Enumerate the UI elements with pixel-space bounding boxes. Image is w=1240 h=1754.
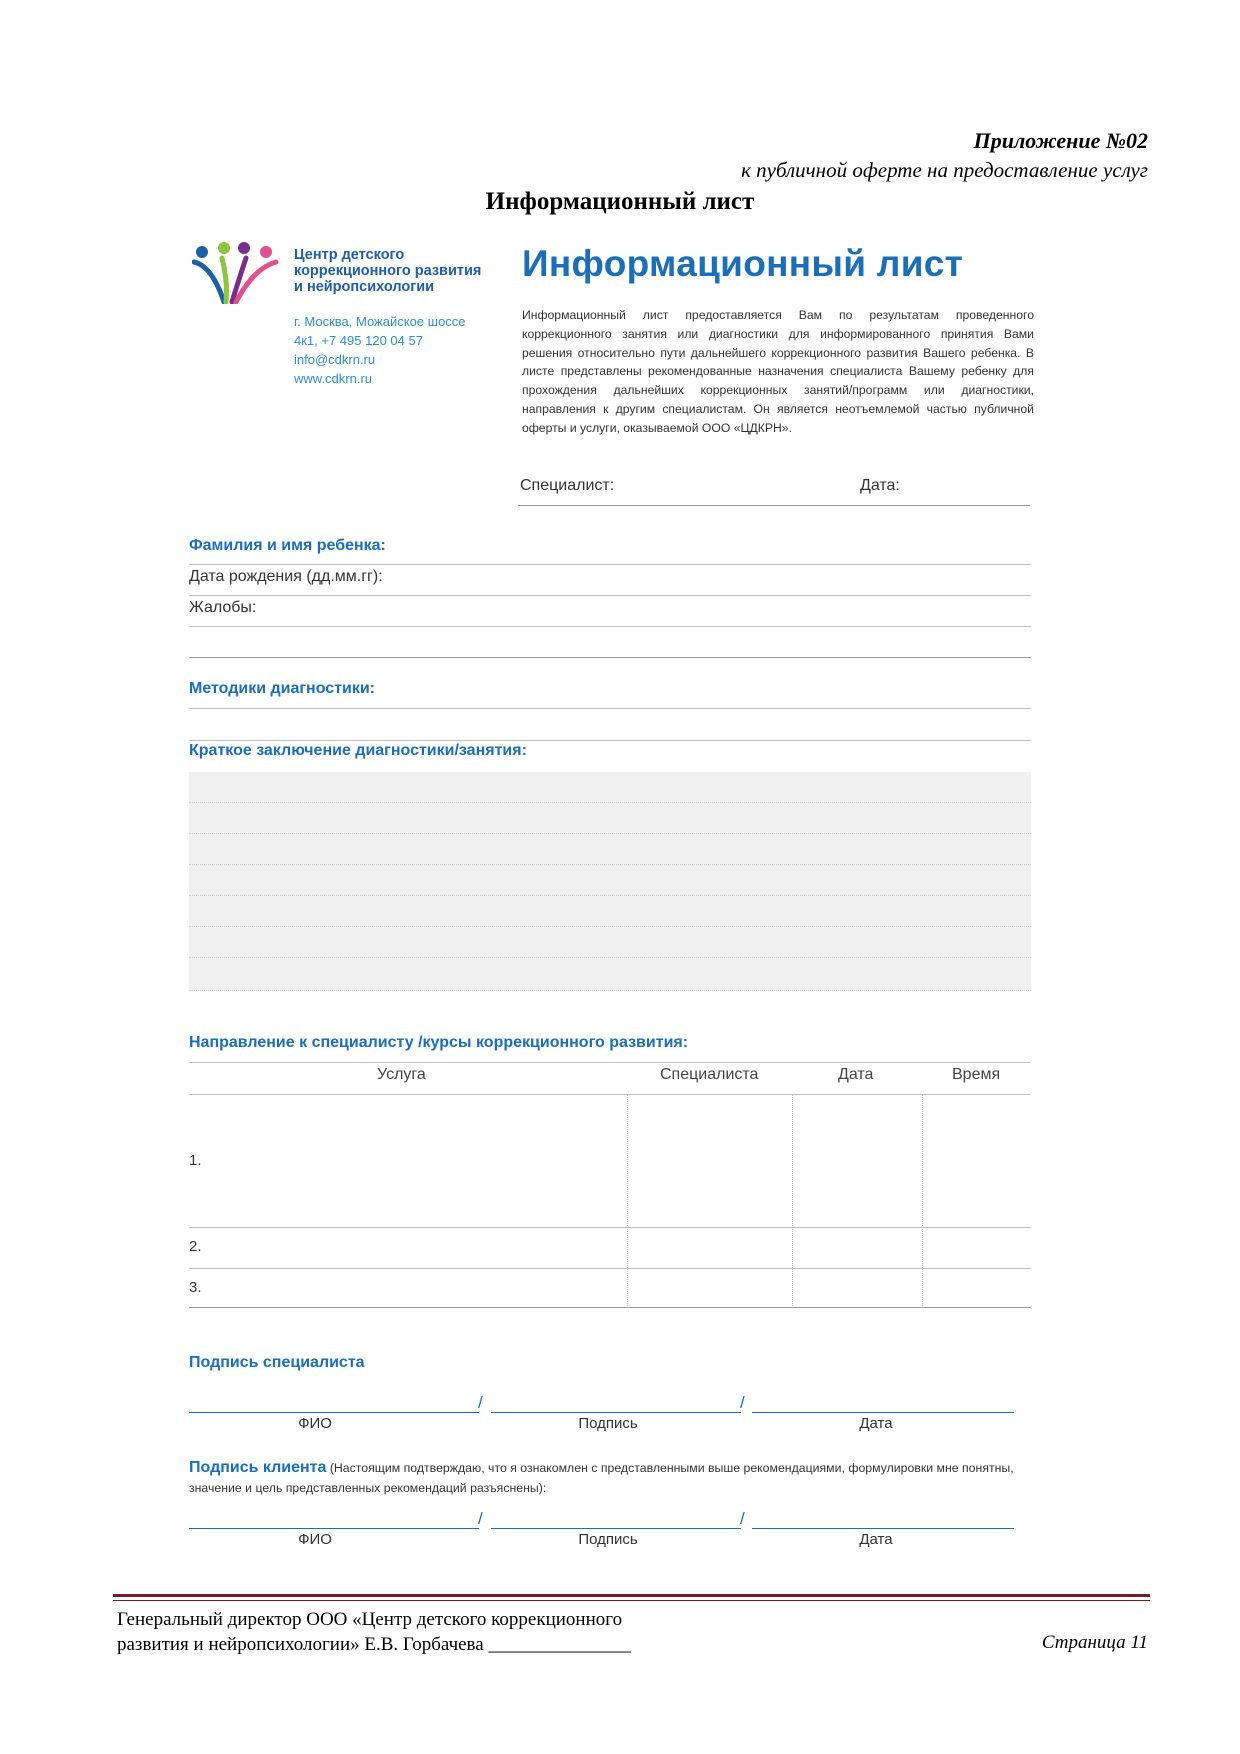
signature-caption: Подпись	[578, 1531, 638, 1548]
complaints-line[interactable]	[189, 657, 1031, 658]
birth-date-line[interactable]	[189, 595, 1031, 596]
client-signature-heading: Подпись клиента	[189, 1459, 327, 1476]
column-divider	[627, 1094, 628, 1306]
fio-caption: ФИО	[298, 1415, 332, 1432]
complaints-line[interactable]	[189, 626, 1031, 627]
child-name-heading: Фамилия и имя ребенка:	[189, 537, 386, 554]
email-link[interactable]: info@cdkrn.ru	[294, 352, 376, 367]
referral-heading: Направление к специалисту /курсы коррекционного развития:	[189, 1034, 689, 1051]
separator-slash: /	[740, 1509, 745, 1528]
summary-line	[189, 895, 1031, 896]
summary-line	[189, 926, 1031, 927]
info-sheet-title: Информационный лист	[522, 243, 964, 284]
signature-line[interactable]	[491, 1528, 741, 1529]
complaints-label: Жалобы:	[189, 599, 257, 616]
specialist-date-line[interactable]	[518, 505, 1030, 506]
summary-heading: Краткое заключение диагностики/занятия:	[189, 742, 527, 759]
client-signature-block	[189, 1458, 1049, 1498]
footer-rule	[113, 1594, 1150, 1597]
date-caption: Дата	[859, 1415, 893, 1432]
methods-heading: Методики диагностики:	[189, 680, 376, 697]
footer-director	[117, 1607, 631, 1657]
table-top-line	[189, 1062, 1031, 1063]
specialist-signature-heading: Подпись специалиста	[189, 1354, 365, 1371]
logo-name	[294, 247, 481, 295]
specialist-label: Специалист:	[520, 477, 615, 494]
table-row-line[interactable]	[189, 1268, 1031, 1269]
footer-line: Генеральный директор ООО «Центр детского коррекционного	[117, 1609, 623, 1630]
signature-line[interactable]	[491, 1412, 741, 1413]
footer-rule	[113, 1600, 1150, 1601]
fio-signature-line[interactable]	[189, 1528, 479, 1529]
separator-slash: /	[478, 1509, 483, 1528]
date-signature-line[interactable]	[752, 1528, 1014, 1529]
column-header-time: Время	[952, 1066, 1001, 1083]
signature-caption: Подпись	[578, 1415, 638, 1432]
footer-line: развития и нейропсихологии» Е.В. Горбачева _______________	[117, 1634, 631, 1655]
appendix-subtitle: к публичной оферте на предоставление услуг	[741, 158, 1148, 182]
address-phone-line: 4к1, +7 495 120 04 57	[294, 333, 423, 348]
appendix-title: Приложение №02	[973, 128, 1148, 153]
separator-slash: /	[740, 1393, 745, 1412]
contact-block	[294, 312, 466, 388]
column-header-service: Услуга	[377, 1066, 426, 1083]
summary-box[interactable]	[189, 772, 1031, 991]
column-header-specialist: Специалиста	[660, 1066, 759, 1083]
client-consent-note: (Настоящим подтверждаю, что я ознакомлен с представленными выше рекомендациями, формулировки мне понятны, значение и цель представленных рекомендаций разъяснены):	[189, 1461, 1014, 1495]
birth-date-label: Дата рождения (дд.мм.гг):	[189, 568, 383, 585]
methods-line[interactable]	[189, 708, 1031, 709]
fio-caption: ФИО	[298, 1531, 332, 1548]
summary-line	[189, 990, 1031, 991]
summary-line	[189, 802, 1031, 803]
website-link[interactable]: www.cdkrn.ru	[294, 371, 373, 386]
table-row-number: 2.	[189, 1238, 202, 1255]
methods-line[interactable]	[189, 740, 1031, 741]
logo-icon	[192, 242, 280, 304]
child-name-line[interactable]	[189, 564, 1031, 565]
column-divider	[792, 1094, 793, 1306]
summary-line	[189, 864, 1031, 865]
summary-line	[189, 833, 1031, 834]
logo-name-line: и нейропсихологии	[294, 279, 435, 295]
intro-paragraph: Информационный лист предоставляется Вам по результатам проведенного коррекционного занятия или диагностики для информированного принятия Вами решения относительно пути дальнейшего коррекционного развития Вашего ребенка. В листе представлены рекомендованные назначения специалиста Вашему ребенку для прохождения дальнейших коррекционных занятий/программ или диагностики, направления к другим специалистам. Он является неотъемлемой частью публичной оферты и услуги, оказываемой ООО «ЦДКРН».	[522, 308, 1034, 435]
logo-name-line: коррекционного развития	[294, 263, 482, 279]
page-number: Страница 11	[1041, 1632, 1148, 1653]
fio-signature-line[interactable]	[189, 1412, 479, 1413]
date-caption: Дата	[859, 1531, 893, 1548]
table-row-line[interactable]	[189, 1307, 1031, 1308]
document-title: Информационный лист	[485, 188, 755, 215]
table-row-number: 1.	[189, 1152, 202, 1169]
column-header-date: Дата	[838, 1066, 874, 1083]
separator-slash: /	[478, 1393, 483, 1412]
summary-line	[189, 957, 1031, 958]
table-row-line[interactable]	[189, 1227, 1031, 1228]
table-header-line	[189, 1094, 1031, 1095]
logo-name-line: Центр детского	[294, 247, 405, 263]
table-row-number: 3.	[189, 1279, 202, 1296]
date-signature-line[interactable]	[752, 1412, 1014, 1413]
date-label: Дата:	[860, 477, 900, 494]
column-divider	[922, 1094, 923, 1306]
address-line: г. Москва, Можайское шоссе	[294, 314, 466, 329]
